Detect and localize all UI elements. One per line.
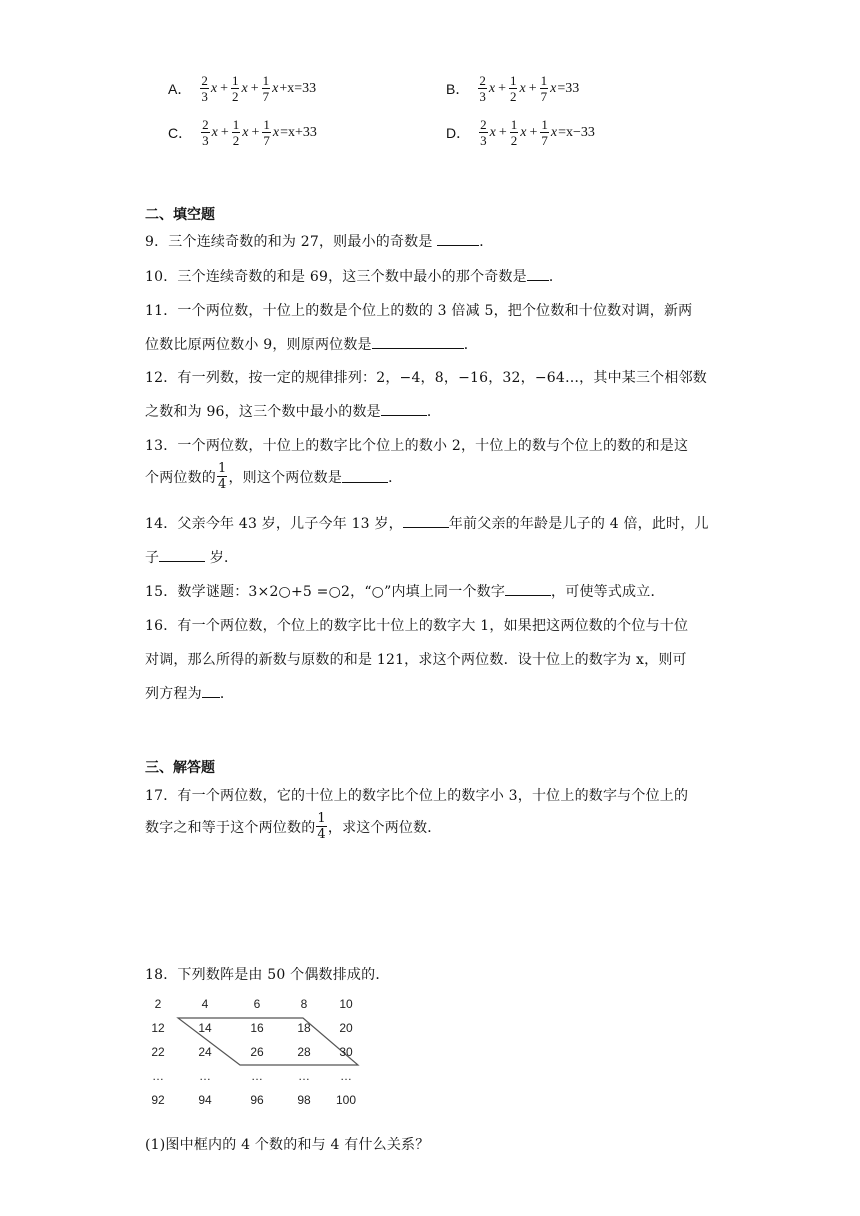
matrix-cell: 30	[339, 1045, 353, 1059]
answer-blank[interactable]	[437, 233, 479, 246]
matrix-cell: 10	[339, 997, 353, 1011]
answer-blank[interactable]	[527, 268, 549, 281]
question-12-cont: 之数和为 96，这三个数中最小的数是 ．	[145, 404, 442, 420]
matrix-cell: 92	[151, 1093, 165, 1107]
matrix-cell: …	[340, 1069, 352, 1083]
answer-blank[interactable]	[381, 403, 427, 416]
matrix-cell: 4	[201, 997, 209, 1011]
option-a	[168, 74, 316, 103]
matrix-cell: 14	[198, 1021, 212, 1035]
option-d	[446, 118, 595, 147]
question-17-cont: 数字之和等于这个两位数的 $\frac{1}{4}$ ，求这个两位数．	[145, 811, 442, 842]
matrix-cell: 8	[300, 997, 308, 1011]
option-c	[168, 118, 317, 147]
option-b-label: B．	[446, 80, 470, 97]
question-9: 9．三个连续奇数的和为 27，则最小的奇数是 ．	[145, 234, 494, 250]
question-11: 11．一个两位数，十位上的数是个位上的数的 3 倍减 5，把个位数和十位数对调，新两	[145, 303, 693, 319]
matrix-cell: 26	[250, 1045, 264, 1059]
section-title-solve: 三、解答题	[145, 760, 215, 776]
matrix-cell: 94	[198, 1093, 212, 1107]
question-18-part-1: (1)图中框内的 4 个数的和与 4 有什么关系？	[145, 1137, 430, 1153]
question-13: 13．一个两位数，十位上的数字比个位上的数小 2，十位上的数与个位上的数的和是这	[145, 438, 689, 454]
option-c-equation: $\frac{2}{3}$ x + $\frac{1}{2}$ x + $\frac{1}{7}$ x =x+33	[202, 117, 317, 148]
option-d-label: D．	[446, 124, 471, 141]
answer-blank[interactable]	[159, 549, 205, 562]
matrix-cell: 2	[154, 997, 162, 1011]
matrix-cell: 12	[151, 1021, 165, 1035]
answer-blank[interactable]	[403, 515, 449, 528]
option-b	[446, 74, 579, 103]
question-13-cont: 个两位数的 $\frac{1}{4}$ ，则这个两位数是 ．	[145, 461, 403, 492]
number-matrix	[140, 995, 380, 1115]
option-b-equation: $\frac{2}{3}$ x + $\frac{1}{2}$ x + $\frac{1}{7}$ x =33	[479, 73, 580, 104]
option-c-label: C．	[168, 124, 193, 141]
question-16-cont: 对调，那么所得的新数与原数的和是 121，求这个两位数．设十位上的数字为 x，则可	[145, 652, 687, 668]
question-12: 12．有一列数，按一定的规律排列：2，−4，8，−16，32，−64…，其中某三个相邻数	[145, 370, 707, 386]
question-17: 17．有一个两位数，它的十位上的数字比个位上的数字小 3，十位上的数字与个位上的	[145, 788, 689, 804]
fraction: $\frac{1}{4}$	[317, 811, 326, 842]
matrix-cell: 18	[297, 1021, 311, 1035]
matrix-cell: 6	[253, 997, 261, 1011]
section-title-fill-blank: 二、填空题	[145, 207, 215, 223]
answer-blank[interactable]	[202, 685, 220, 698]
matrix-cell: …	[251, 1069, 263, 1083]
answer-blank[interactable]	[342, 470, 388, 483]
matrix-cell: 28	[297, 1045, 311, 1059]
question-10: 10．三个连续奇数的和是 69，这三个数中最小的那个奇数是 ．	[145, 269, 564, 285]
question-16: 16．有一个两位数，个位上的数字比十位上的数字大 1，如果把这两位数的个位与十位	[145, 618, 689, 634]
option-a-equation: $\frac{2}{3}$ x + $\frac{1}{2}$ x + $\frac{1}{7}$ x +x =33	[201, 73, 317, 104]
option-d-equation: $\frac{2}{3}$ x + $\frac{1}{2}$ x + $\frac{1}{7}$ x =x−33	[480, 117, 595, 148]
fraction: $\frac{1}{4}$	[218, 461, 227, 492]
answer-blank[interactable]	[505, 583, 551, 596]
matrix-cell: 98	[297, 1093, 311, 1107]
question-15: 15．数学谜题：3×2○+5 =○2，“○”内填上同一个数字 ，可使等式成立．	[145, 584, 665, 600]
matrix-cell: 24	[198, 1045, 212, 1059]
question-14: 14．父亲今年 43 岁，儿子今年 13 岁， 年前父亲的年龄是儿子的 4 倍，此时，儿	[145, 516, 709, 532]
matrix-cell: …	[199, 1069, 211, 1083]
matrix-cell: 16	[250, 1021, 264, 1035]
answer-blank[interactable]	[372, 336, 464, 349]
matrix-cell: …	[152, 1069, 164, 1083]
matrix-cell: 20	[339, 1021, 353, 1035]
question-16-cont-2: 列方程为 ．	[145, 686, 235, 702]
question-11-cont: 位数比原两位数小 9，则原两位数是 ．	[145, 337, 478, 353]
question-18: 18．下列数阵是由 50 个偶数排成的．	[145, 967, 390, 983]
matrix-cell: 96	[250, 1093, 264, 1107]
question-14-cont: 子 岁．	[145, 550, 239, 566]
matrix-cell: 100	[335, 1093, 357, 1107]
option-a-label: A．	[168, 80, 192, 97]
matrix-cell: 22	[151, 1045, 165, 1059]
matrix-cell: …	[298, 1069, 310, 1083]
